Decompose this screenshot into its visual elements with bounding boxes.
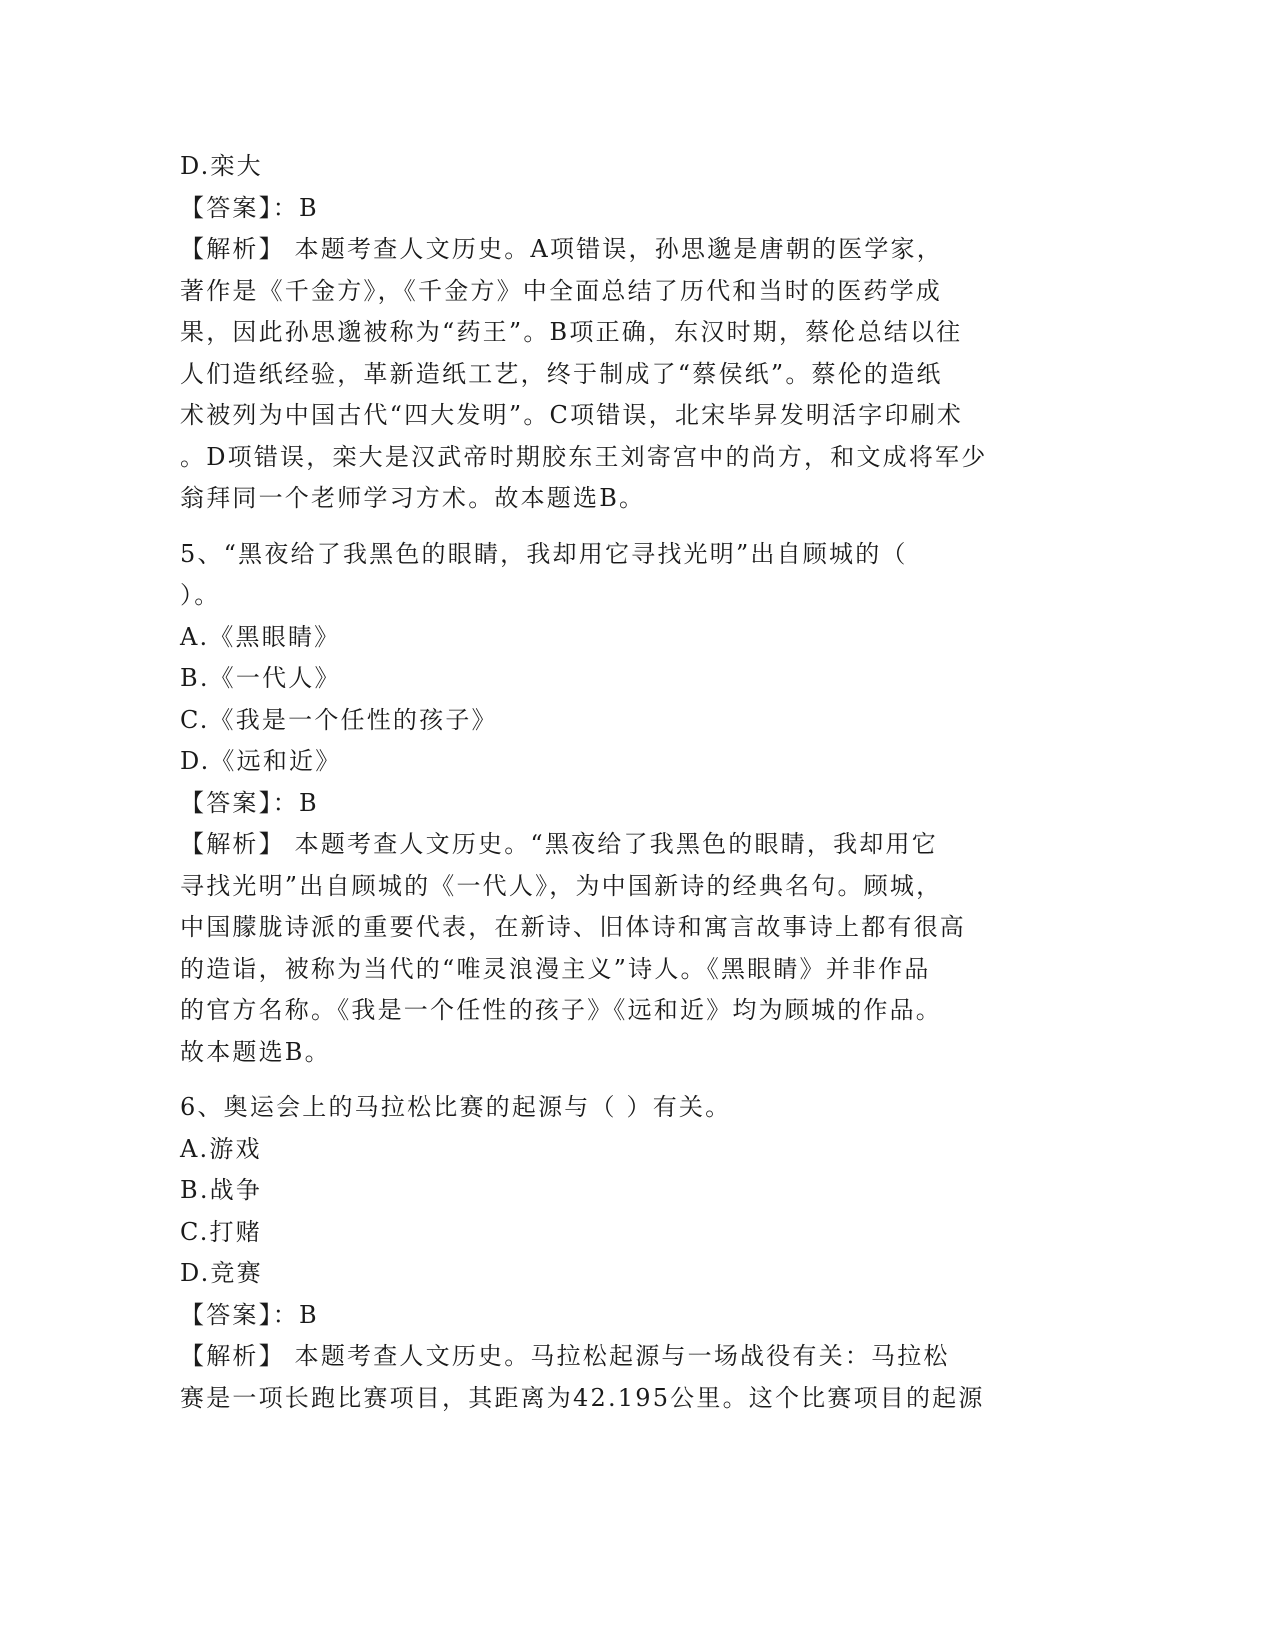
- q5-analysis-line: 的官方名称。《我是一个任性的孩子》《远和近》均为顾城的作品。: [180, 996, 942, 1024]
- q5-question-line: 5、“黑夜给了我黑色的眼睛，我却用它寻找光明”出自顾城的（: [180, 539, 908, 568]
- question-6: [180, 1087, 1080, 1419]
- q5-answer: 【答案】：B: [180, 788, 319, 817]
- q4-analysis-line: 翁拜同一个老师学习方术。故本题选B。: [180, 484, 646, 512]
- paragraph-gap: [180, 520, 1080, 534]
- q4-analysis-line: 人们造纸经验，革新造纸工艺，终于制成了“蔡侯纸”。蔡伦的造纸: [180, 359, 943, 388]
- q4-answer: 【答案】：B: [180, 193, 319, 222]
- q4-analysis-line: 术被列为中国古代“四大发明”。C项错误，北宋毕昇发明活字印刷术: [180, 401, 964, 429]
- q4-option-d: D.栾大: [180, 152, 263, 180]
- q4-analysis-line: 【解析】 本题考查人文历史。A项错误，孙思邈是唐朝的医学家，: [180, 235, 943, 263]
- q6-analysis-line: 赛是一项长跑比赛项目，其距离为42.195公里。这个比赛项目的起源: [180, 1383, 985, 1412]
- q4-analysis-line: 果，因此孙思邈被称为“药王”。B项正确，东汉时期，蔡伦总结以往: [180, 318, 963, 346]
- q5-question-line: ）。: [180, 581, 221, 609]
- q6-analysis-line: 【解析】 本题考查人文历史。马拉松起源与一场战役有关：马拉松: [180, 1342, 950, 1370]
- q6-option-d: D.竞赛: [180, 1259, 263, 1287]
- q5-analysis-line: 寻找光明”出自顾城的《一代人》，为中国新诗的经典名句。顾城，: [180, 871, 943, 900]
- q5-option-b: B.《一代人》: [180, 664, 341, 692]
- document-page: [180, 146, 1080, 1419]
- question-4-tail: [180, 146, 1080, 520]
- q5-option-c: C.《我是一个任性的孩子》: [180, 705, 498, 734]
- q4-analysis-line: 。D项错误，栾大是汉武帝时期胶东王刘寄宫中的尚方，和文成将军少: [180, 442, 988, 471]
- q5-option-a: A.《黑眼睛》: [180, 622, 341, 651]
- q5-analysis-line: 【解析】 本题考查人文历史。“黑夜给了我黑色的眼睛，我却用它: [180, 830, 938, 858]
- question-5: [180, 534, 1080, 1074]
- q6-option-c: C.打赌: [180, 1217, 262, 1246]
- q5-analysis-line: 的造诣，被称为当代的“唯灵浪漫主义”诗人。《黑眼睛》并非作品: [180, 954, 931, 983]
- q5-analysis-line: 故本题选B。: [180, 1037, 331, 1066]
- q4-analysis-line: 著作是《千金方》，《千金方》中全面总结了历代和当时的医药学成: [180, 276, 942, 305]
- q6-option-a: A.游戏: [180, 1134, 262, 1163]
- q6-question-line: 6、奥运会上的马拉松比赛的起源与（ ）有关。: [180, 1093, 732, 1121]
- paragraph-gap: [180, 1073, 1080, 1087]
- q6-answer: 【答案】：B: [180, 1300, 319, 1329]
- q5-analysis-line: 中国朦胧诗派的重要代表，在新诗、旧体诗和寓言故事诗上都有很高: [180, 913, 966, 941]
- q6-option-b: B.战争: [180, 1176, 263, 1204]
- q5-option-d: D.《远和近》: [180, 747, 342, 775]
